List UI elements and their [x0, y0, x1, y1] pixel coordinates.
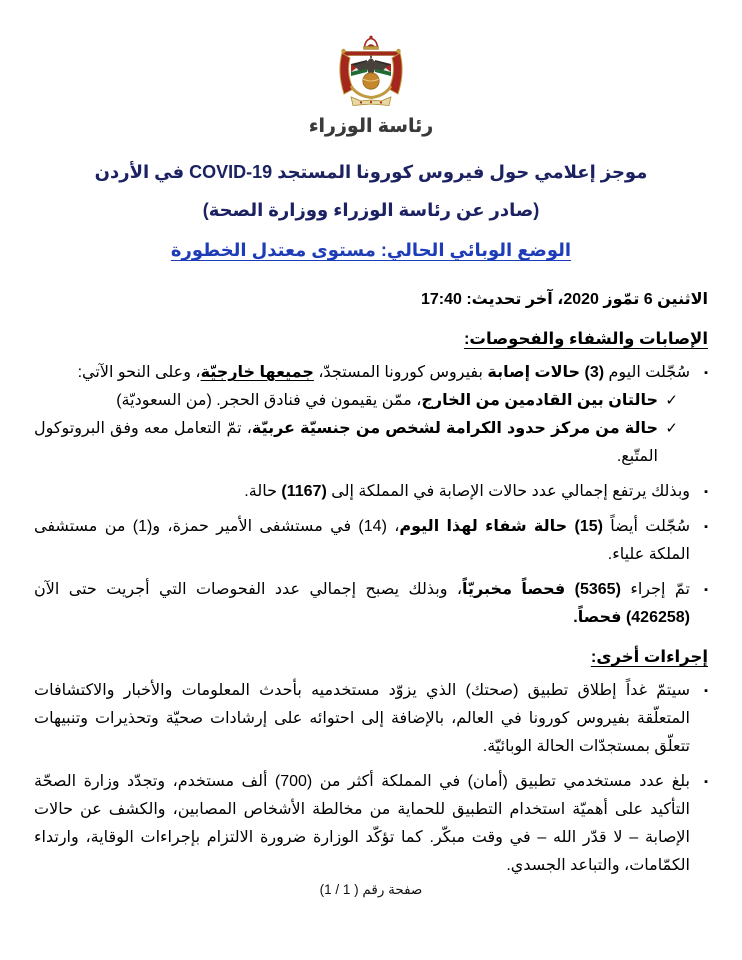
- document-subtitle: (صادر عن رئاسة الوزراء ووزارة الصحة): [202, 200, 540, 220]
- date-update-line: الاثنين 6 تمّوز 2020، آخر تحديث: 17:40: [420, 291, 708, 308]
- list-item-text: حالة من مركز حدود الكرامة لشخص من جنسيّة عربيّة، تمّ التعامل معه وفق البروتوكول المتّبع.: [34, 420, 658, 465]
- list-item-lab-tests: [34, 576, 708, 632]
- square-bullet-icon: ▪: [704, 685, 708, 697]
- square-bullet-icon: ▪: [704, 584, 708, 596]
- prime-ministry-calligraphy: رئاسة الوزراء: [308, 116, 434, 137]
- epidemic-status-line: الوضع الوبائي الحالي: مستوى معتدل الخطورة: [170, 240, 572, 260]
- jordan-coat-of-arms-icon: [327, 34, 415, 112]
- square-bullet-icon: ▪: [704, 486, 708, 498]
- logo-block: [0, 0, 742, 140]
- page-number-footer: صفحة رقم ( 1 / 1): [319, 882, 423, 897]
- list-item-text: سيتمّ غداً إطلاق تطبيق (صحتك) الذي يزوّد مستخدميه بأحدث المعلومات والأخبار والاكتشافات المتعلّقة بفيروس كورونا في العالم، بالإضافة إلى احتوائه على إرشادات صحيّة وتحذيرات وتنبيهات تتعلّق بمستجدّات الحالة الوبائيّة.: [34, 682, 690, 755]
- list-item-text: تمّ إجراء (5365) فحصاً مخبريّاً، وبذلك يصبح إجمالي عدد الفحوصات التي أجريت حتى الآن (426258) فحصاً.: [34, 581, 691, 626]
- list-item-text: بلغ عدد مستخدمي تطبيق (أمان) في المملكة أكثر من (700) ألف مستخدم، وتجدّد وزارة الصحّة التأكيد على أهميّة استخدام التطبيق للحماية من مخالطة الأشخاص المصابين، والكشف عن حالات الإصابة – لا قدّر الله – في وقت مبكّر. كما تؤكّد الوزارة ضرورة الالتزام بإجراءات الوقاية، وارتداء الكمّامات، والتباعد الجسدي.: [34, 773, 691, 874]
- list-item-text: حالتان بين القادمين من الخارج، ممّن يقيمون في فنادق الحجر. (من السعوديّة): [116, 392, 658, 409]
- list-item-total-cases: [34, 478, 708, 506]
- document-body: [0, 158, 742, 880]
- checkmark-icon: ✓: [665, 392, 678, 409]
- checkmark-icon: ✓: [665, 420, 678, 437]
- list-subitem-arrivals-cases: [34, 387, 678, 415]
- list-item-aman-app: [34, 768, 708, 880]
- section-heading-cases: الإصابات والشفاء والفحوصات:: [463, 330, 708, 348]
- list-item-recoveries: [34, 513, 708, 569]
- document-title: موجز إعلامي حول فيروس كورونا المستجد COVID-19 في الأردن: [94, 162, 648, 182]
- list-item-text: وبذلك يرتفع إجمالي عدد حالات الإصابة في المملكة إلى (1167) حالة.: [244, 483, 690, 500]
- square-bullet-icon: ▪: [704, 776, 708, 788]
- list-item-text: سُجّلت اليوم (3) حالات إصابة بفيروس كورونا المستجدّ، جميعها خارجيّة، وعلى النحو الآتي:: [77, 364, 690, 381]
- square-bullet-icon: ▪: [704, 367, 708, 379]
- section-heading-other-measures: إجراءات أخرى:: [590, 648, 708, 666]
- list-subitem-border-case: [34, 415, 678, 471]
- square-bullet-icon: ▪: [704, 521, 708, 533]
- list-item-sehtak-app: [34, 677, 708, 761]
- list-item-new-cases: [34, 359, 708, 387]
- list-item-text: سُجّلت أيضاً (15) حالة شفاء لهذا اليوم، (14) في مستشفى الأمير حمزة، و(1) من مستشفى الملكة علياء.: [34, 518, 691, 563]
